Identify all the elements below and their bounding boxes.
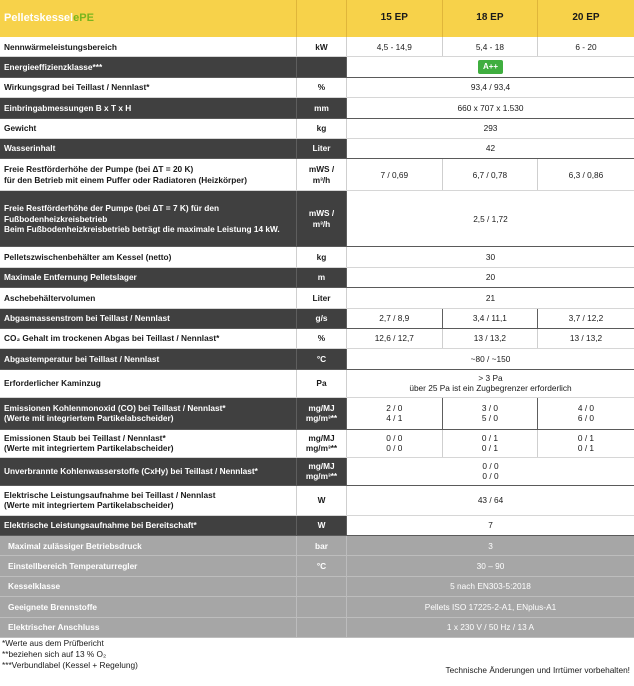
row-value: 293 xyxy=(483,123,498,134)
row-value: 30 – 90 xyxy=(476,560,505,571)
row-unit: W xyxy=(297,516,347,535)
row-value: 6 - 20 xyxy=(575,41,597,52)
row-unit: W xyxy=(297,486,347,515)
row-value: 7 / 0,69 xyxy=(347,159,443,190)
row-value: 0 / 0 0 / 0 xyxy=(347,458,634,485)
row-value: ~80 / ~150 xyxy=(347,349,634,368)
header-model: 20 EP xyxy=(572,12,600,24)
row-unit xyxy=(297,577,347,596)
table-row xyxy=(0,309,634,329)
row-value: 2,7 / 8,9 xyxy=(347,309,443,328)
table-row xyxy=(0,486,634,516)
row-label: Elektrische Leistungsaufnahme bei Teillast / Nennlast (Werte mit integriertem Partikelabscheider) xyxy=(0,486,297,515)
table-body xyxy=(0,37,634,638)
row-unit: g/s xyxy=(297,309,347,328)
row-value: 42 xyxy=(347,139,634,158)
row-unit xyxy=(297,597,347,616)
row-label: Einbringabmessungen B x T x H xyxy=(0,98,297,117)
row-unit: °C xyxy=(297,349,347,368)
row-label: Pelletszwischenbehälter am Kessel (netto) xyxy=(0,247,297,266)
table-row xyxy=(0,191,634,247)
row-label: Aschebehältervolumen xyxy=(0,288,297,307)
table-row xyxy=(0,577,634,597)
row-value: 6,7 / 0,78 xyxy=(443,159,539,190)
row-value: Pellets ISO 17225-2-A1, ENplus-A1 xyxy=(424,601,557,612)
product-title: Pelletskessel xyxy=(4,11,74,24)
header-unit xyxy=(297,0,347,37)
row-label: Abgastemperatur bei Teillast / Nennlast xyxy=(0,349,297,368)
row-value: 3 xyxy=(488,540,493,551)
row-value: 30 xyxy=(485,251,496,262)
row-unit: % xyxy=(297,329,347,348)
row-label: Wasserinhalt xyxy=(0,139,297,158)
row-value: 4 / 0 6 / 0 xyxy=(538,398,634,429)
row-value: 0 / 1 0 / 1 xyxy=(577,432,595,454)
table-row xyxy=(0,139,634,159)
row-label: Elektrischer Anschluss xyxy=(0,618,297,637)
row-value: 5 nach EN303-5:2018 xyxy=(450,581,531,592)
row-label: Unverbrannte Kohlenwasserstoffe (CxHy) bei Teillast / Nennlast* xyxy=(0,458,297,485)
row-label: Nennwärmeleistungsbereich xyxy=(0,37,297,56)
table-row xyxy=(0,556,634,576)
table-row xyxy=(0,159,634,191)
row-unit: mg/MJ mg/m³** xyxy=(297,430,347,457)
row-value: 2 / 0 4 / 1 xyxy=(347,398,443,429)
row-label: Freie Restförderhöhe der Pumpe (bei ΔT = 20 K) für den Betrieb mit einem Puffer oder Radiatoren (Heizkörper) xyxy=(0,159,297,190)
row-unit: bar xyxy=(297,536,347,555)
row-label: Freie Restförderhöhe der Pumpe (bei ΔT = 7 K) für den Fußbodenheizkreisbetrieb Beim Fußbodenheizkreisbetrieb beträgt die maximale Leistung 14 kW. xyxy=(0,191,297,246)
row-value: 7 xyxy=(347,516,634,535)
row-label: Kesselklasse xyxy=(0,577,297,596)
row-value: > 3 Pa über 25 Pa ist ein Zugbegrenzer erforderlich xyxy=(409,372,572,394)
row-label: Einstellbereich Temperaturregler xyxy=(0,556,297,575)
row-unit: kg xyxy=(297,247,347,266)
table-row xyxy=(0,536,634,556)
row-label: Gewicht xyxy=(0,119,297,138)
table-row xyxy=(0,268,634,288)
row-label: Geeignete Brennstoffe xyxy=(0,597,297,616)
header-model: 15 EP xyxy=(347,0,443,37)
table-row xyxy=(0,430,634,458)
row-value: 3,7 / 12,2 xyxy=(538,309,634,328)
row-unit: m xyxy=(297,268,347,287)
row-unit: mWS / m³/h xyxy=(297,159,347,190)
row-unit: mm xyxy=(297,98,347,117)
table-row xyxy=(0,370,634,398)
table-row xyxy=(0,597,634,617)
row-value: 1 x 230 V / 50 Hz / 13 A xyxy=(446,622,535,633)
row-label: Emissionen Staub bei Teillast / Nennlast* (Werte mit integriertem Partikelabscheider) xyxy=(0,430,297,457)
row-label: Emissionen Kohlenmonoxid (CO) bei Teillast / Nennlast* (Werte mit integriertem Partikelabscheider) xyxy=(0,398,297,429)
row-unit: °C xyxy=(297,556,347,575)
table-header xyxy=(0,0,634,37)
row-value: 13 / 13,2 xyxy=(569,333,603,344)
row-unit: Liter xyxy=(297,139,347,158)
footnote: **beziehen sich auf 13 % O₂ xyxy=(2,649,107,660)
table-row xyxy=(0,78,634,98)
table-row xyxy=(0,288,634,308)
row-value: 93,4 / 93,4 xyxy=(470,82,511,93)
row-unit: Liter xyxy=(297,288,347,307)
row-label: CO₂ Gehalt im trockenen Abgas bei Teillast / Nennlast* xyxy=(0,329,297,348)
row-unit: mWS / m³/h xyxy=(297,191,347,246)
table-row xyxy=(0,618,634,638)
row-unit: mg/MJ mg/m³** xyxy=(297,458,347,485)
energy-label-badge: A++ xyxy=(478,60,503,74)
row-value: 660 x 707 x 1.530 xyxy=(347,98,634,117)
footnote: ***Verbundlabel (Kessel + Regelung) xyxy=(2,660,138,671)
table-row xyxy=(0,398,634,430)
row-value: 20 xyxy=(347,268,634,287)
table-row xyxy=(0,458,634,486)
row-value: 4,5 - 14,9 xyxy=(347,37,443,56)
table-row xyxy=(0,119,634,139)
row-unit: mg/MJ mg/m³** xyxy=(297,398,347,429)
row-label: Elektrische Leistungsaufnahme bei Bereitschaft* xyxy=(0,516,297,535)
row-value: 6,3 / 0,86 xyxy=(568,169,604,180)
row-unit: kg xyxy=(297,119,347,138)
row-value: 3,4 / 11,1 xyxy=(443,309,539,328)
row-unit: % xyxy=(297,78,347,97)
row-value: 12,6 / 12,7 xyxy=(347,329,443,348)
disclaimer: Technische Änderungen und Irrtümer vorbehalten! xyxy=(445,665,630,675)
row-unit: kW xyxy=(297,37,347,56)
row-label: Abgasmassenstrom bei Teillast / Nennlast xyxy=(0,309,297,328)
row-unit: Pa xyxy=(297,370,347,397)
row-label: Erforderlicher Kaminzug xyxy=(0,370,297,397)
row-value: 0 / 0 0 / 0 xyxy=(347,430,443,457)
row-label: Maximal zulässiger Betriebsdruck xyxy=(0,536,297,555)
row-label: Energieeffizienzklasse*** xyxy=(0,57,297,76)
table-row xyxy=(0,329,634,349)
table-row xyxy=(0,247,634,267)
row-value: 0 / 1 0 / 1 xyxy=(443,430,539,457)
row-label: Maximale Entfernung Pelletslager xyxy=(0,268,297,287)
row-value: 2,5 / 1,72 xyxy=(347,191,634,246)
row-label: Wirkungsgrad bei Teillast / Nennlast* xyxy=(0,78,297,97)
row-value: 5,4 - 18 xyxy=(443,37,539,56)
row-value: 3 / 0 5 / 0 xyxy=(443,398,539,429)
row-value xyxy=(347,57,634,76)
table-row xyxy=(0,349,634,369)
table-row xyxy=(0,516,634,536)
product-suffix: ePE xyxy=(73,11,94,24)
row-value: 43 / 64 xyxy=(477,495,504,505)
footnotes xyxy=(2,638,138,672)
table-row xyxy=(0,37,634,57)
row-unit xyxy=(297,57,347,76)
header-product xyxy=(0,0,297,37)
table-row xyxy=(0,98,634,118)
table-row xyxy=(0,57,634,77)
footnote: *Werte aus dem Prüfbericht xyxy=(2,638,104,648)
row-value: 13 / 13,2 xyxy=(443,329,539,348)
row-unit xyxy=(297,618,347,637)
row-value: 21 xyxy=(485,292,496,303)
header-model: 18 EP xyxy=(443,0,539,37)
